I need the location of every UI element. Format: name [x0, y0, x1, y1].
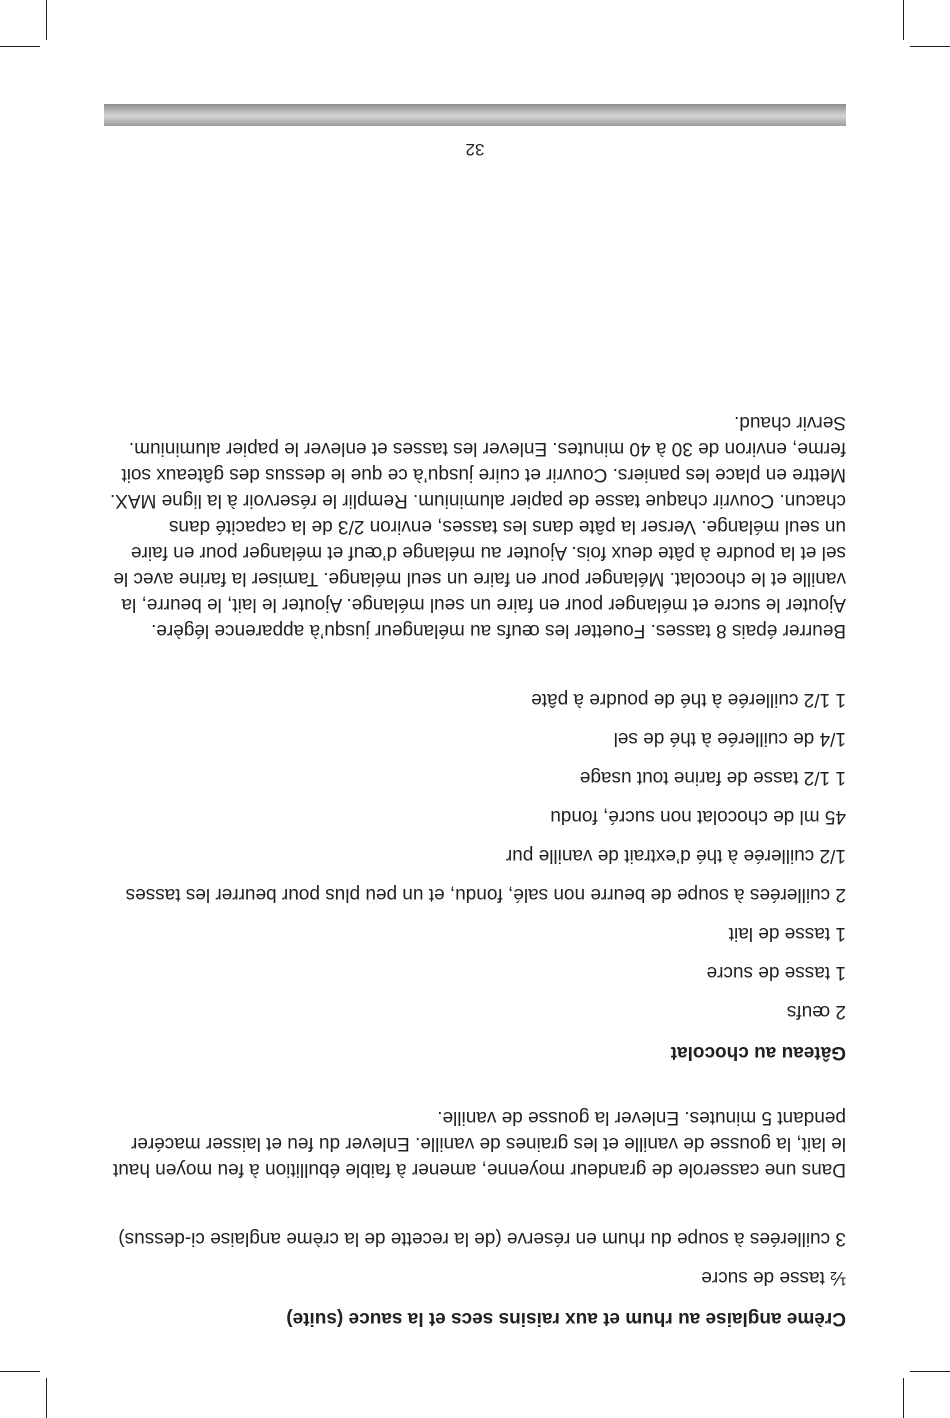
instructions-paragraph: Beurrer épais 8 tasses. Fouetter les œufs au mélangeur jusqu’à apparence légère. Ajouter le sucre et mélanger pour en faire un seul mélange. Ajouter le lait, le beurre, la vanille et le chocolat. Mélanger pour en faire un seul mélange. Tamiser la farine avec le sel et la poudre à pâte deux fois. Ajouter au mélange d’œuf et mélanger pour en faire un seul mélange. Verser la pâte dans les tasses, environ 2/3 de la capacité dans chacun. Couvrir chaque tasse de papier aluminium. Remplir le réservoir à la ligne MAX. Mettre en place les paniers. Couvrir et cuire jusqu’à ce que le dessus des gâteaux soit ferme, environ de 30 à 40 minutes. Enlever les tasses et enlever le papier aluminium. Servir chaud. — [109, 412, 846, 641]
crop-mark — [903, 1378, 904, 1418]
ingredient-line: ½ tasse de sucre — [701, 1267, 846, 1288]
ingredient-line: 1 tasse de sucre — [706, 962, 846, 983]
ingredient-line: 1 tasse de lait — [728, 923, 846, 944]
crop-mark — [46, 1378, 47, 1418]
ingredient-line: 2 œufs — [786, 1001, 846, 1022]
ingredient-line: 2 cuillerées à soupe de beurre non salé, fondu, et un peu plus pour beurrer les tasses — [125, 884, 846, 905]
crop-mark — [903, 0, 904, 40]
ingredient-line: 3 cuillerées à soupe du rhum en réserve (de la recette de la crème anglaise ci-dessus) — [118, 1228, 846, 1249]
ingredient-line: 1/4 de cuillerée à thé de sel — [613, 728, 846, 749]
ingredient-line: 1/2 cuillerée à thé d’extrait de vanille pur — [505, 845, 846, 866]
ingredient-line: 1 1/2 tasse de farine tout usage — [579, 767, 846, 788]
ingredient-line: 1 1/2 cuillerée à thé de poudre à pâte — [531, 689, 846, 710]
crop-mark — [910, 46, 950, 47]
crop-mark — [0, 1371, 40, 1372]
footer-bar — [104, 104, 846, 126]
crop-mark — [0, 46, 40, 47]
crop-mark — [46, 0, 47, 40]
section-title-creme-anglaise: Crème anglaise au rhum et aux raisins secs et la sauce (suite) — [286, 1308, 846, 1329]
ingredient-line: 45 ml de chocolat non sucré, fondu — [550, 806, 846, 827]
recipe-content — [106, 409, 846, 1330]
page-number: 32 — [465, 140, 485, 159]
crop-mark — [910, 1371, 950, 1372]
section-title-gateau: Gâteau au chocolat — [670, 1042, 846, 1063]
instructions-paragraph: Dans une casserole de grandeur moyenne, amener à faible ébullition à feu moyen haut le lait, la gousse de vanille et les graines de vanille. Enlever du feu et laisser macérer pendant 5 minutes. Enlever la gousse de vanille. — [112, 1107, 846, 1180]
